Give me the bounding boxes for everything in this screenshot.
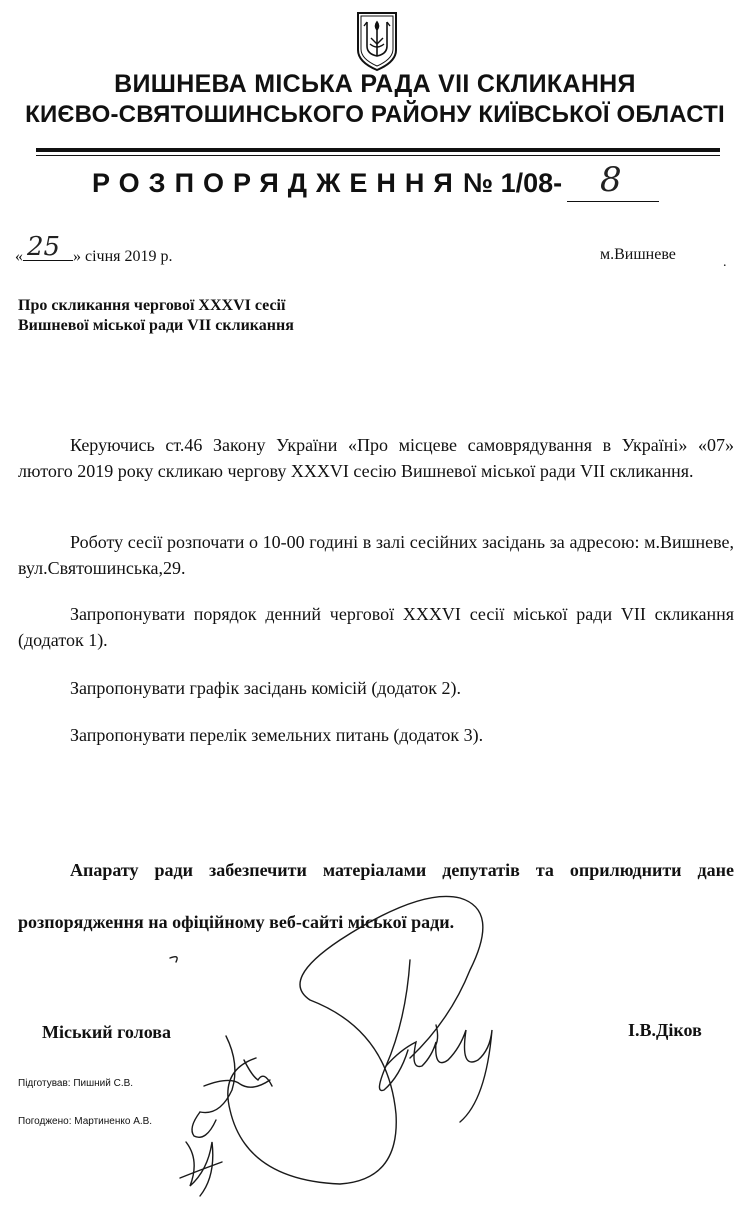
day-field [23, 232, 73, 262]
trident-emblem-icon [354, 10, 400, 72]
paragraph-5: Запропонувати перелік земельних питань (додаток 3). [70, 725, 484, 745]
subject-line-1: Про скликання чергової XXXVI сесії [18, 297, 286, 314]
header-divider-thin [36, 155, 720, 156]
subject-line-2: Вишневої міської ради VII скликання [18, 317, 294, 334]
number-underline [567, 201, 659, 202]
handwritten-day: 25 [27, 232, 61, 262]
paragraph-3: Запропонувати порядок денний чергової XXXVI сесії міської ради VII скликання (додаток 1). [18, 604, 734, 650]
paragraph-2: Роботу сесії розпочати о 10-00 годині в залі сесійних засідань за адресою: м.Вишневе, вул.Святошинська,29. [18, 532, 734, 578]
header-divider-thick [36, 148, 720, 152]
agreed-by: Погоджено: Мартиненко А.В. [18, 1116, 153, 1127]
paragraph-6: Апарату ради забезпечити матеріалами депутатів та оприлюднити дане розпорядження на офіційному веб-сайті міської ради. [18, 860, 734, 932]
mayor-title: Міський голова [42, 1022, 171, 1042]
council-name: ВИШНЕВА МІСЬКА РАДА VII СКЛИКАННЯ [114, 70, 636, 98]
handwritten-number: 8 [600, 160, 622, 200]
subject [18, 296, 294, 336]
place: м.Вишневе [600, 246, 676, 263]
date-rest: » січня 2019 р. [73, 248, 173, 265]
paragraph-1: Керуючись ст.46 Закону України «Про місцеве самоврядування в Україні» «07» лютого 2019 року скликаю чергову XXXVI сесію Вишневої міської ради VII скликання. [18, 435, 734, 481]
date-line [15, 232, 173, 266]
document-number: № 1/08- [463, 168, 563, 198]
document-type: РОЗПОРЯДЖЕННЯ [92, 168, 462, 198]
date-open-quote: « [15, 248, 23, 265]
district-name: КИЄВО-СВЯТОШИНСЬКОГО РАЙОНУ КИЇВСЬКОЇ ОБЛАСТІ [25, 101, 725, 128]
prepared-by: Підготував: Пишний С.В. [18, 1078, 134, 1089]
paragraph-4: Запропонувати графік засідань комісій (додаток 2). [70, 678, 461, 698]
mayor-name: І.В.Діков [628, 1020, 702, 1040]
scan-speck: . [723, 255, 727, 270]
